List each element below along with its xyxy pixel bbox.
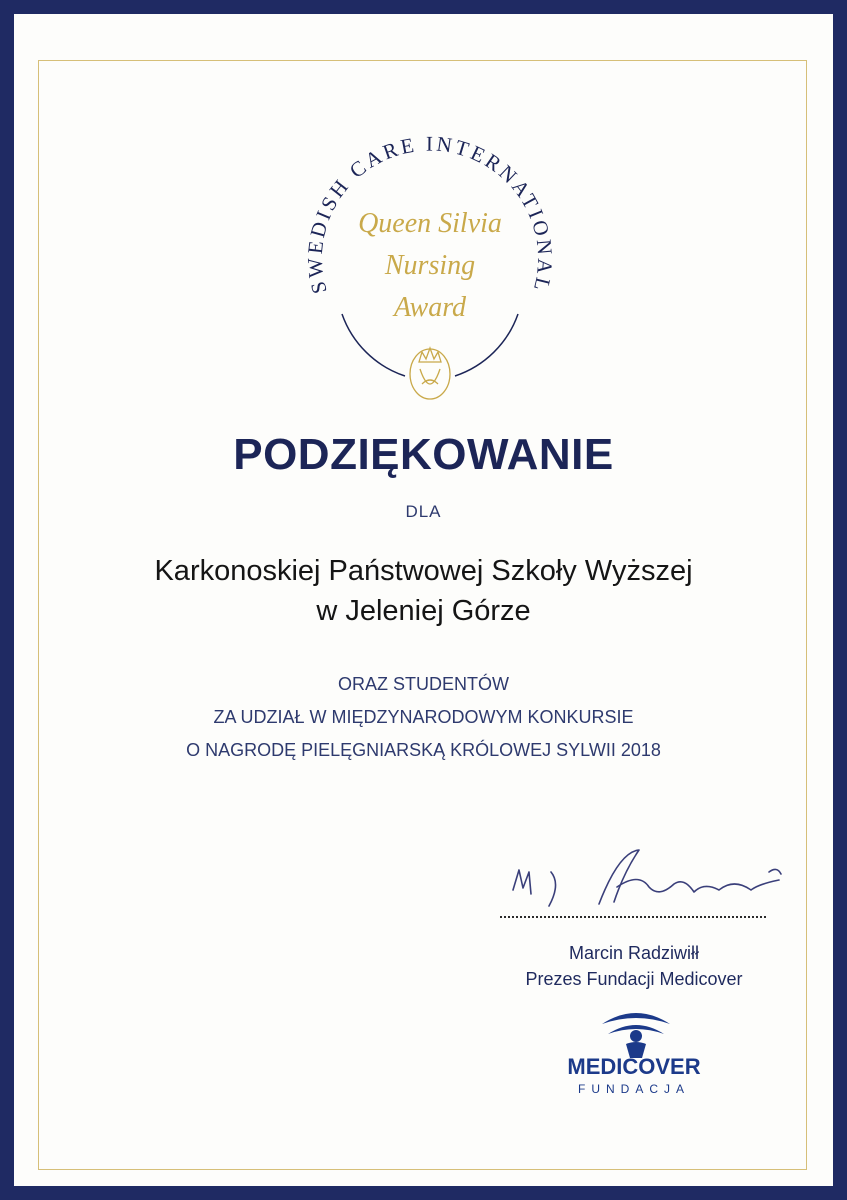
description-line-3: O NAGRODĘ PIELĘGNIARSKĄ KRÓLOWEJ SYLWII 2018 [186, 740, 661, 760]
emblem-ring-text: SWEDISH CARE INTERNATIONAL [302, 131, 558, 297]
signatory [484, 940, 784, 992]
handwritten-signature [489, 832, 789, 922]
certificate-paper [14, 14, 833, 1186]
signature-line [500, 916, 766, 918]
recipient [14, 551, 833, 631]
description-line-1: ORAZ STUDENTÓW [338, 674, 509, 694]
for-label: DLA [405, 502, 442, 521]
medicover-logo-text: MEDICOVER [567, 1054, 701, 1079]
queen-silvia-award-emblem [280, 114, 580, 414]
award-line-1: Queen Silvia [358, 208, 502, 239]
signatory-role: Prezes Fundacji Medicover [525, 969, 743, 989]
recipient-line-1: Karkonoskiej Państwowej Szkoły Wyższej [154, 555, 693, 587]
description [14, 668, 833, 767]
medicover-logo-subtitle: FUNDACJA [577, 1082, 690, 1096]
award-line-2: Nursing [384, 250, 476, 281]
certificate-title: PODZIĘKOWANIE [233, 430, 614, 479]
medicover-logo-icon [596, 1006, 676, 1058]
signatory-name: Marcin Radziwiłł [568, 943, 700, 963]
crown-monogram-icon [410, 348, 450, 399]
description-line-2: ZA UDZIAŁ W MIĘDZYNARODOWYM KONKURSIE [213, 707, 634, 727]
award-line-3: Award [393, 292, 467, 323]
recipient-line-2: w Jeleniej Górze [316, 595, 531, 627]
